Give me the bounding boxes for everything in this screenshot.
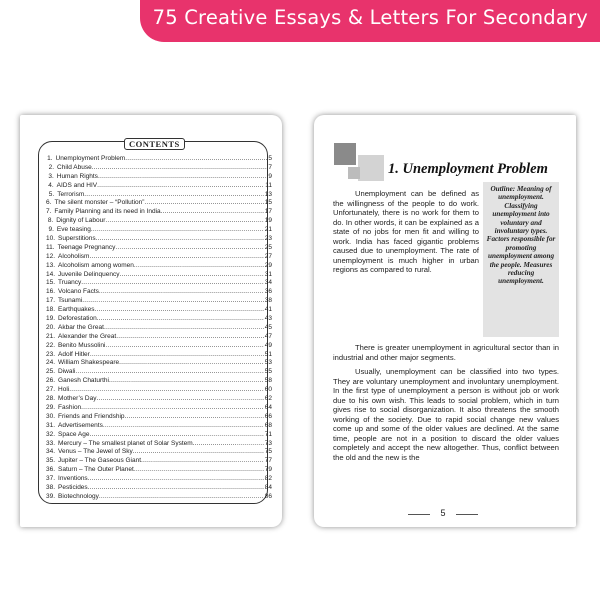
contents-title: Alexander the Great <box>58 332 117 340</box>
essay-body-top <box>333 189 479 280</box>
contents-title: William Shakespeare <box>58 359 120 367</box>
contents-number: 14. <box>46 270 56 278</box>
contents-leader-dots <box>97 182 264 191</box>
contents-page-number: 43 <box>264 315 272 323</box>
contents-page-number: 84 <box>264 483 272 491</box>
contents-leader-dots <box>81 404 264 413</box>
contents-row <box>46 431 272 440</box>
contents-page-number: 27 <box>264 252 272 260</box>
contents-leader-dots <box>116 333 264 342</box>
contents-page-number: 58 <box>264 377 272 385</box>
contents-page-number: 17 <box>264 208 272 216</box>
contents-title: Pesticides <box>58 483 88 491</box>
contents-page-number: 34 <box>264 279 272 287</box>
contents-number: 36. <box>46 466 56 474</box>
contents-title: Holi <box>58 386 70 394</box>
contents-leader-dots <box>125 155 267 164</box>
contents-title: Ganesh Chaturthi <box>58 377 109 385</box>
contents-title: Mercury – The smallest planet of Solar System <box>58 439 193 447</box>
essay-paragraph: There is greater unemployment in agricultural sector than in industrial and other major segments. <box>333 343 559 362</box>
contents-row <box>46 324 272 333</box>
contents-row <box>46 235 272 244</box>
contents-row <box>46 191 272 200</box>
contents-leader-dots <box>92 164 268 173</box>
contents-number: 13. <box>46 261 56 269</box>
contents-row <box>46 484 272 493</box>
contents-title: Tsunami <box>58 297 83 305</box>
contents-number: 21. <box>46 332 56 340</box>
contents-leader-dots <box>109 377 264 386</box>
contents-title: Dignity of Labour <box>56 217 106 225</box>
essay-paragraph: Usually, unemployment can be classified into two types. They are voluntary unemployment and involuntary unemployment. In the first type of unemployment a person is without job or work due to his own wish. This leads to social problem, which in turn gives rise to social disorganization. It also threatens the smooth working of the society. Due to rapid social change new values come up and some of the older values are declined. At the same time, people are not in a position to discard the older values completely and accept the new altogether. Thus, conflict between the old and the new is the <box>333 367 559 462</box>
contents-leader-dots <box>88 484 264 493</box>
contents-leader-dots <box>99 493 264 502</box>
outline-text: Outline: Meaning of unemployment. Classifying unemployment into voluntary and involuntary types. Factors responsible for promoting unemployment among the people. Measures reducing unemployment. <box>486 185 556 286</box>
contents-number: 15. <box>46 279 56 287</box>
contents-title: Eve teasing <box>56 226 91 234</box>
contents-row <box>46 422 272 431</box>
contents-title: Truancy <box>58 279 82 287</box>
contents-row <box>46 493 272 502</box>
contents-leader-dots <box>96 235 264 244</box>
contents-page-number: 45 <box>264 323 272 331</box>
contents-leader-dots <box>99 288 264 297</box>
contents-title: Biotechnology <box>58 492 99 500</box>
contents-title: Fashion <box>58 403 82 411</box>
contents-leader-dots <box>88 475 264 484</box>
contents-number: 22. <box>46 341 56 349</box>
contents-page-number: 86 <box>264 492 272 500</box>
contents-page-number: 21 <box>264 226 272 234</box>
contents-row <box>46 217 272 226</box>
contents-title: Unemployment Problem <box>55 155 126 162</box>
contents-page-number: 71 <box>264 430 272 438</box>
contents-number: 12. <box>46 252 56 260</box>
contents-leader-dots <box>84 191 263 200</box>
contents-page-number: 38 <box>264 297 272 305</box>
contents-page-number: 29 <box>264 261 272 269</box>
contents-title: Alcoholism among women <box>58 261 134 269</box>
contents-title: Human Rights <box>56 172 98 180</box>
contents-page-number: 11 <box>265 181 272 189</box>
contents-number: 7. <box>46 208 52 216</box>
contents-leader-dots <box>144 199 263 208</box>
contents-row <box>46 368 272 377</box>
footer-rule <box>456 514 478 515</box>
contents-page-number: 53 <box>264 359 272 367</box>
contents-row <box>46 279 272 288</box>
contents-title: Alcoholism <box>58 252 90 260</box>
contents-page-number: 64 <box>264 403 272 411</box>
contents-number: 1. <box>47 155 53 162</box>
contents-row <box>46 155 272 164</box>
decorative-square <box>334 143 356 165</box>
contents-title: Adolf Hitler <box>58 350 90 358</box>
contents-number: 27. <box>46 386 56 394</box>
contents-page-number: 55 <box>264 368 272 376</box>
contents-title: Jupiter – The Gaseous Giant <box>58 457 142 465</box>
contents-leader-dots <box>133 448 264 457</box>
contents-page-number: 5 <box>268 155 272 162</box>
contents-title: Space Age <box>58 430 90 438</box>
contents-leader-dots <box>90 351 264 360</box>
contents-leader-dots <box>134 466 264 475</box>
contents-number: 30. <box>46 412 56 420</box>
contents-row <box>46 262 272 271</box>
contents-leader-dots <box>98 173 267 182</box>
contents-leader-dots <box>89 253 263 262</box>
contents-number: 4. <box>48 181 54 189</box>
contents-title: AIDS and HIV <box>56 181 98 189</box>
contents-row <box>46 208 272 217</box>
page-number: 5 <box>440 508 446 518</box>
contents-number: 39. <box>46 492 56 500</box>
contents-list <box>46 155 272 502</box>
essay-page <box>314 115 576 527</box>
contents-leader-dots <box>105 217 263 226</box>
contents-number: 23. <box>46 350 56 358</box>
contents-row <box>46 164 272 173</box>
contents-number: 2. <box>48 163 55 171</box>
contents-leader-dots <box>96 395 263 404</box>
contents-page-number: 75 <box>264 448 272 456</box>
contents-title: Earthquakes <box>58 306 95 314</box>
contents-number: 38. <box>46 483 56 491</box>
contents-row <box>46 297 272 306</box>
contents-page-number: 66 <box>264 412 272 420</box>
contents-title: Diwali <box>58 368 76 376</box>
contents-leader-dots <box>193 440 264 449</box>
contents-title: Benito Mussolini <box>58 341 106 349</box>
contents-number: 10. <box>46 235 56 243</box>
contents-page-number: 73 <box>264 439 272 447</box>
contents-page-number: 49 <box>264 341 272 349</box>
contents-number: 25. <box>46 368 56 376</box>
contents-row <box>46 377 272 386</box>
contents-number: 34. <box>46 448 56 456</box>
contents-row <box>46 226 272 235</box>
contents-title: Child Abuse <box>57 163 92 171</box>
contents-title: Deforestation <box>58 315 97 323</box>
contents-row <box>46 182 272 191</box>
contents-leader-dots <box>161 208 264 217</box>
contents-row <box>46 440 272 449</box>
contents-number: 18. <box>46 306 56 314</box>
contents-page-number: 25 <box>264 243 272 251</box>
contents-number: 31. <box>46 421 56 429</box>
contents-page-number: 62 <box>264 395 272 403</box>
contents-leader-dots <box>97 315 264 324</box>
contents-row <box>46 173 272 182</box>
contents-leader-dots <box>82 297 264 306</box>
contents-leader-dots <box>91 226 264 235</box>
contents-page-number: 79 <box>264 466 272 474</box>
contents-page-number: 68 <box>264 421 272 429</box>
contents-row <box>46 315 272 324</box>
contents-title: Akbar the Great <box>58 323 104 331</box>
contents-number: 8. <box>47 217 54 225</box>
contents-title: Superstitions <box>58 235 96 243</box>
contents-title: Venus – The Jewel of Sky <box>58 448 133 456</box>
contents-row <box>46 359 272 368</box>
contents-number: 32. <box>46 430 56 438</box>
contents-title: Inventions <box>58 475 88 483</box>
contents-row <box>46 457 272 466</box>
contents-leader-dots <box>81 279 263 288</box>
essay-title: 1. Unemployment Problem <box>388 161 548 177</box>
decorative-square <box>358 155 384 181</box>
contents-number: 19. <box>46 315 56 323</box>
page-number-footer <box>408 507 478 521</box>
contents-heading: CONTENTS <box>124 138 185 150</box>
contents-number: 24. <box>46 359 56 367</box>
contents-row <box>46 395 272 404</box>
contents-title: Juvenile Delinquency <box>58 270 120 278</box>
contents-number: 35. <box>46 457 56 465</box>
contents-leader-dots <box>134 262 264 271</box>
essay-paragraph: Unemployment can be defined as the willingness of the people to do work. Unfortunately, there is no work for them to do. In other words, it can be explained as a state of no jobs for men fit and willing to work. India has faced gigantic problems caused due to unemployment. The rate of unemployment is much higher in urban regions as compared to rural. <box>333 189 479 274</box>
contents-number: 3. <box>48 172 54 180</box>
contents-row <box>46 448 272 457</box>
decorative-square <box>348 167 360 179</box>
contents-row <box>46 199 272 208</box>
contents-page-number: 51 <box>264 350 272 358</box>
contents-number: 37. <box>46 475 56 483</box>
contents-title: Saturn – The Outer Planet <box>58 466 134 474</box>
contents-row <box>46 342 272 351</box>
contents-row <box>46 288 272 297</box>
contents-row <box>46 404 272 413</box>
contents-title: The silent monster – “Pollution” <box>54 199 145 207</box>
contents-page-number: 36 <box>264 288 272 296</box>
contents-title: Advertisements <box>58 421 103 429</box>
contents-leader-dots <box>141 457 264 466</box>
contents-title: Mother’s Day <box>58 395 97 403</box>
contents-row <box>46 386 272 395</box>
contents-row <box>46 351 272 360</box>
contents-leader-dots <box>115 244 263 253</box>
contents-leader-dots <box>95 306 264 315</box>
contents-number: 16. <box>46 288 56 296</box>
contents-number: 29. <box>46 403 56 411</box>
contents-leader-dots <box>90 431 264 440</box>
contents-title: Terrorism <box>57 190 85 198</box>
contents-row <box>46 306 272 315</box>
contents-page-number: 19 <box>264 217 272 225</box>
contents-row <box>46 413 272 422</box>
contents-title: Volcano Facts <box>58 288 99 296</box>
contents-number: 28. <box>46 395 56 403</box>
contents-number: 26. <box>46 377 56 385</box>
contents-page-number: 47 <box>264 332 272 340</box>
contents-leader-dots <box>105 342 263 351</box>
contents-leader-dots <box>75 368 263 377</box>
contents-title: Teenage Pregnancy <box>57 243 116 251</box>
contents-row <box>46 271 272 280</box>
contents-row <box>46 253 272 262</box>
contents-row <box>46 244 272 253</box>
contents-row <box>46 333 272 342</box>
contents-leader-dots <box>119 359 264 368</box>
contents-page-number: 82 <box>264 475 272 483</box>
contents-page-number: 15 <box>264 199 272 207</box>
contents-number: 5. <box>48 190 55 198</box>
contents-page-number: 41 <box>264 306 272 314</box>
contents-leader-dots <box>69 386 264 395</box>
essay-body <box>333 343 559 467</box>
contents-number: 33. <box>46 439 56 447</box>
contents-page-number: 31 <box>264 270 272 278</box>
contents-leader-dots <box>119 271 263 280</box>
contents-page <box>20 115 282 527</box>
footer-rule <box>408 514 430 515</box>
contents-row <box>46 475 272 484</box>
contents-title: Family Planning and its need in India <box>54 208 161 216</box>
contents-page-number: 7 <box>268 163 272 171</box>
contents-number: 11. <box>46 243 55 251</box>
contents-row <box>46 466 272 475</box>
contents-number: 6. <box>46 199 52 207</box>
contents-page-number: 60 <box>264 386 272 394</box>
banner-title: 75 Creative Essays & Letters For Secondary <box>152 6 588 29</box>
contents-leader-dots <box>103 422 264 431</box>
contents-number: 20. <box>46 323 56 331</box>
contents-page-number: 9 <box>268 172 272 180</box>
contents-leader-dots <box>125 413 264 422</box>
header-banner <box>140 0 600 42</box>
contents-page-number: 13 <box>264 190 272 198</box>
contents-page-number: 77 <box>264 457 272 465</box>
contents-title: Friends and Friendship <box>58 412 125 420</box>
contents-number: 17. <box>46 297 56 305</box>
contents-leader-dots <box>104 324 264 333</box>
contents-page-number: 23 <box>264 235 272 243</box>
contents-number: 9. <box>48 226 54 234</box>
